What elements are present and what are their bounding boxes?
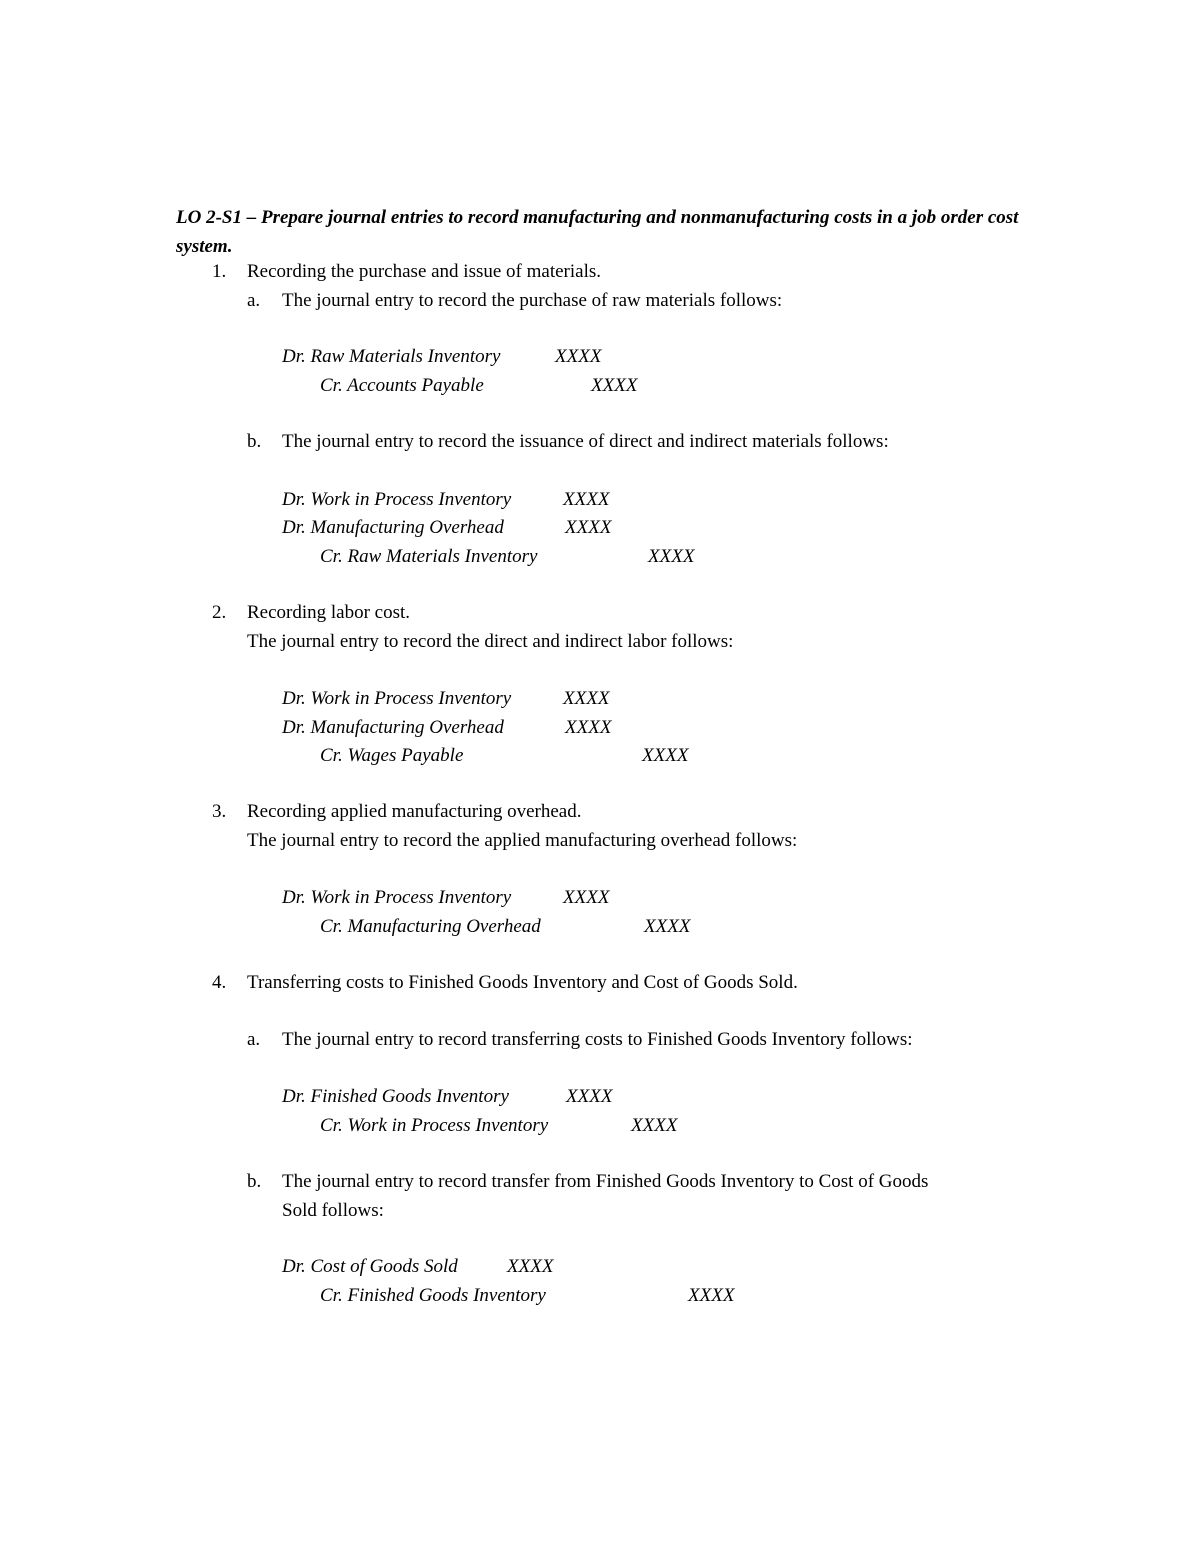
- item-1b-text: The journal entry to record the issuance of direct and indirect materials follows:: [282, 431, 889, 452]
- journal-entry-amount: XXXX: [507, 1256, 554, 1277]
- item-3-title: Recording applied manufacturing overhead.: [247, 801, 582, 822]
- item-2-title: Recording labor cost.: [247, 602, 411, 623]
- item-4-title: Transferring costs to Finished Goods Inventory and Cost of Goods Sold.: [247, 972, 798, 993]
- journal-entry-amount: XXXX: [566, 1086, 613, 1107]
- section-heading: LO 2-S1 – Prepare journal entries to record manufacturing and nonmanufacturing costs in a job order cost system.: [176, 207, 1019, 257]
- item-2-number: 2.: [212, 602, 227, 623]
- item-1a-letter: a.: [247, 290, 261, 311]
- journal-entry-credit: Cr. Raw Materials Inventory: [320, 546, 538, 567]
- journal-entry-debit: Dr. Work in Process Inventory: [282, 688, 512, 709]
- item-4b-text: The journal entry to record transfer from Finished Goods Inventory to Cost of Goods: [282, 1171, 929, 1192]
- journal-entry-credit: Cr. Work in Process Inventory: [320, 1115, 549, 1136]
- journal-entry-amount: XXXX: [563, 688, 610, 709]
- journal-entry-debit: Dr. Work in Process Inventory: [282, 489, 512, 510]
- item-3-number: 3.: [212, 801, 227, 822]
- journal-entry-credit: Cr. Manufacturing Overhead: [320, 916, 541, 937]
- item-2-desc: The journal entry to record the direct and indirect labor follows:: [247, 631, 734, 652]
- journal-entry-credit: Cr. Finished Goods Inventory: [320, 1285, 546, 1306]
- journal-entry-amount: XXXX: [648, 546, 695, 567]
- journal-entry-amount: XXXX: [688, 1285, 735, 1306]
- item-1b-letter: b.: [247, 431, 262, 452]
- journal-entry-debit: Dr. Finished Goods Inventory: [282, 1086, 509, 1107]
- item-4b-letter: b.: [247, 1171, 262, 1192]
- journal-entry-amount: XXXX: [591, 375, 638, 396]
- journal-entry-debit: Dr. Manufacturing Overhead: [282, 517, 504, 538]
- journal-entry-debit: Dr. Raw Materials Inventory: [282, 346, 501, 367]
- journal-entry-debit: Dr. Cost of Goods Sold: [282, 1256, 458, 1277]
- item-1a-text: The journal entry to record the purchase of raw materials follows:: [282, 290, 783, 311]
- journal-entry-amount: XXXX: [631, 1115, 678, 1136]
- item-4a-letter: a.: [247, 1029, 261, 1050]
- journal-entry-debit: Dr. Manufacturing Overhead: [282, 717, 504, 738]
- journal-entry-amount: XXXX: [644, 916, 691, 937]
- item-4b-text-continued: Sold follows:: [282, 1200, 384, 1221]
- journal-entry-amount: XXXX: [565, 717, 612, 738]
- journal-entry-amount: XXXX: [555, 346, 602, 367]
- journal-entry-credit: Cr. Wages Payable: [320, 745, 464, 766]
- item-3-desc: The journal entry to record the applied manufacturing overhead follows:: [247, 830, 798, 851]
- journal-entry-amount: XXXX: [642, 745, 689, 766]
- journal-entry-amount: XXXX: [563, 887, 610, 908]
- journal-entry-amount: XXXX: [563, 489, 610, 510]
- journal-entry-amount: XXXX: [565, 517, 612, 538]
- journal-entry-credit: Cr. Accounts Payable: [320, 375, 484, 396]
- item-1-number: 1.: [212, 261, 227, 282]
- journal-entry-debit: Dr. Work in Process Inventory: [282, 887, 512, 908]
- item-4a-text: The journal entry to record transferring costs to Finished Goods Inventory follows:: [282, 1029, 913, 1050]
- item-4-number: 4.: [212, 972, 227, 993]
- item-1-title: Recording the purchase and issue of materials.: [247, 261, 602, 282]
